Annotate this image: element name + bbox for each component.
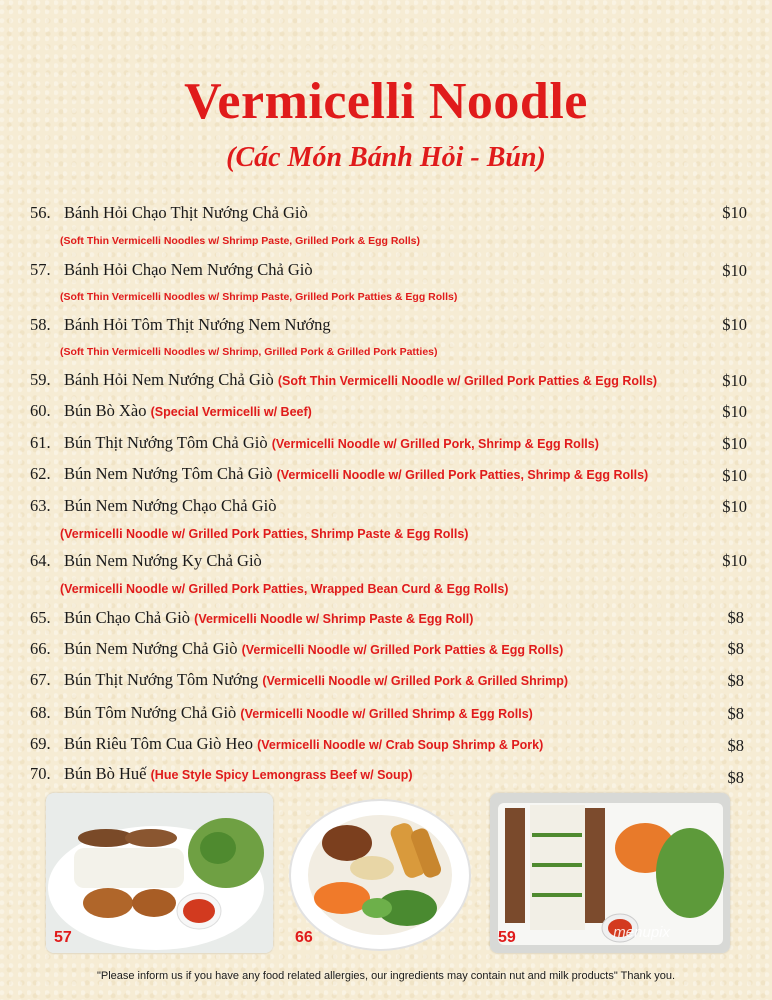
item-number: 57. — [30, 260, 51, 279]
menu-item-66 — [30, 639, 563, 659]
item-price: $8 — [727, 671, 744, 690]
item-number: 58. — [30, 315, 51, 334]
menu-item-69 — [30, 734, 543, 754]
item-name: Bún Nem Nướng Chạo Chả Giò — [64, 496, 277, 515]
item-number: 63. — [30, 496, 51, 515]
item-name: Bún Riêu Tôm Cua Giò Heo — [64, 734, 253, 753]
item-number: 59. — [30, 370, 51, 389]
item-name: Bún Thịt Nướng Tôm Nướng — [64, 670, 259, 689]
food-illustration — [287, 793, 473, 953]
watermark-logo: menupix — [613, 924, 670, 941]
item-description: (Soft Thin Vermicelli Noodles w/ Shrimp, Grilled Pork & Grilled Pork Patties) — [60, 346, 438, 358]
item-description: (Soft Thin Vermicelli Noodles w/ Shrimp Paste, Grilled Pork Patties & Egg Rolls) — [60, 291, 458, 303]
menu-item-65 — [30, 608, 473, 628]
item-number: 70. — [30, 764, 51, 783]
photo-label: 59 — [498, 929, 516, 946]
food-illustration — [46, 793, 273, 953]
item-name: Bún Tôm Nướng Chả Giò — [64, 703, 237, 722]
item-description: (Vermicelli Noodle w/ Grilled Shrimp & Egg Rolls) — [240, 707, 533, 721]
item-description: (Vermicelli Noodle w/ Grilled Pork Patties, Shrimp & Egg Rolls) — [276, 468, 649, 482]
item-price: $10 — [722, 371, 747, 390]
item-price: $10 — [722, 315, 747, 334]
item-name: Bún Nem Nướng Tôm Chả Giò — [64, 464, 273, 483]
item-price: $8 — [727, 639, 744, 658]
item-description: (Soft Thin Vermicelli Noodles w/ Shrimp Paste, Grilled Pork & Egg Rolls) — [60, 235, 420, 247]
item-price: $8 — [727, 608, 744, 627]
item-price: $10 — [722, 203, 747, 222]
menu-item-67 — [30, 670, 568, 690]
menu-item-64 — [30, 551, 262, 571]
item-price: $10 — [722, 497, 747, 516]
menu-item-58 — [30, 315, 331, 335]
item-number: 66. — [30, 639, 51, 658]
item-price: $8 — [727, 704, 744, 723]
item-number: 60. — [30, 401, 51, 420]
menu-item-70 — [30, 764, 413, 784]
item-number: 62. — [30, 464, 51, 483]
item-name: Bún Bò Xào — [64, 401, 147, 420]
item-name: Bún Nem Nướng Chả Giò — [64, 639, 238, 658]
food-photo-66 — [287, 793, 473, 953]
page-subtitle: (Các Món Bánh Hỏi - Bún) — [226, 142, 546, 173]
item-name: Bánh Hỏi Nem Nướng Chả Giò — [64, 370, 274, 389]
menu-item-68 — [30, 703, 533, 723]
photo-label: 66 — [295, 929, 313, 946]
page-title: Vermicelli Noodle — [184, 73, 588, 130]
item-name: Bánh Hỏi Chạo Nem Nướng Chả Giò — [64, 260, 313, 279]
menu-item-59 — [30, 370, 657, 390]
item-price: $10 — [722, 466, 747, 485]
item-number: 67. — [30, 670, 51, 689]
item-price: $8 — [727, 768, 744, 787]
item-description: (Special Vermicelli w/ Beef) — [150, 405, 312, 419]
item-price: $10 — [722, 261, 747, 280]
item-name: Bánh Hỏi Chạo Thịt Nướng Chả Giò — [64, 203, 308, 222]
item-name: Bún Chạo Chả Giò — [64, 608, 191, 627]
item-number: 65. — [30, 608, 51, 627]
item-number: 64. — [30, 551, 51, 570]
menu-item-61 — [30, 433, 599, 453]
item-price: $8 — [727, 736, 744, 755]
menu-item-57 — [30, 260, 313, 280]
item-description: (Vermicelli Noodle w/ Grilled Pork Patties & Egg Rolls) — [241, 643, 564, 657]
menu-item-56 — [30, 203, 308, 223]
item-description: (Vermicelli Noodle w/ Grilled Pork & Grilled Shrimp) — [262, 674, 569, 688]
allergy-notice: "Please inform us if you have any food related allergies, our ingredients may contain nut and milk products" Thank you. — [96, 970, 676, 982]
item-number: 68. — [30, 703, 51, 722]
item-name: Bún Nem Nướng Ky Chả Giò — [64, 551, 262, 570]
item-name: Bún Bò Huế — [64, 764, 147, 783]
menu-item-60 — [30, 401, 312, 421]
item-description: (Soft Thin Vermicelli Noodle w/ Grilled Pork Patties & Egg Rolls) — [277, 374, 658, 388]
item-price: $10 — [722, 434, 747, 453]
item-description: (Hue Style Spicy Lemongrass Beef w/ Soup) — [150, 768, 413, 782]
photo-label: 57 — [54, 929, 72, 946]
food-illustration — [490, 793, 730, 953]
item-description: (Vermicelli Noodle w/ Shrimp Paste & Egg Roll) — [194, 612, 474, 626]
item-number: 61. — [30, 433, 51, 452]
item-name: Bún Thịt Nướng Tôm Chả Giò — [64, 433, 268, 452]
item-description: (Vermicelli Noodle w/ Grilled Pork Patties, Shrimp Paste & Egg Rolls) — [60, 527, 469, 541]
food-photo-59 — [490, 793, 730, 953]
item-price: $10 — [722, 402, 747, 421]
item-number: 56. — [30, 203, 51, 222]
food-photo-57 — [46, 793, 273, 953]
menu-item-63 — [30, 496, 276, 516]
menu-item-62 — [30, 464, 648, 484]
item-price: $10 — [722, 551, 747, 570]
item-description: (Vermicelli Noodle w/ Grilled Pork Patties, Wrapped Bean Curd & Egg Rolls) — [60, 582, 509, 596]
item-description: (Vermicelli Noodle w/ Crab Soup Shrimp & Pork) — [257, 738, 544, 752]
item-name: Bánh Hỏi Tôm Thịt Nướng Nem Nướng — [64, 315, 331, 334]
item-number: 69. — [30, 734, 51, 753]
item-description: (Vermicelli Noodle w/ Grilled Pork, Shrimp & Egg Rolls) — [271, 437, 599, 451]
